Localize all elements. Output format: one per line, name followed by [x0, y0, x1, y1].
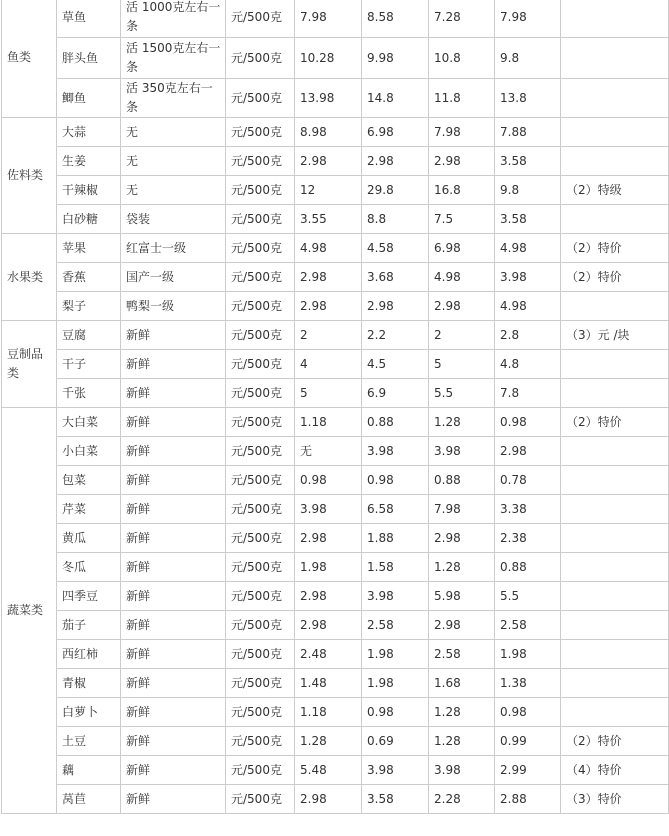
item-spec: 新鲜: [121, 437, 226, 466]
item-spec: 新鲜: [121, 727, 226, 756]
price-4: 1.38: [495, 669, 561, 698]
item-spec: 国产一级: [121, 263, 226, 292]
item-name: 梨子: [57, 292, 121, 321]
price-2: 1.58: [362, 553, 429, 582]
price-2: 6.58: [362, 495, 429, 524]
price-note: （4）特价: [561, 756, 669, 785]
price-1: 2.98: [295, 263, 362, 292]
price-3: 3.98: [429, 437, 495, 466]
price-2: 29.8: [362, 176, 429, 205]
item-name: 千张: [57, 379, 121, 408]
price-1: 2.98: [295, 611, 362, 640]
price-unit: 元/500克: [226, 176, 295, 205]
item-name: 苹果: [57, 234, 121, 263]
price-4: 13.8: [495, 79, 561, 118]
price-4: 0.99: [495, 727, 561, 756]
price-3: 2.28: [429, 785, 495, 814]
price-4: 5.5: [495, 582, 561, 611]
item-spec: 新鲜: [121, 321, 226, 350]
table-row: [2, 756, 669, 785]
table-row: [2, 611, 669, 640]
table-row: [2, 321, 669, 350]
price-unit: 元/500克: [226, 640, 295, 669]
price-4: 3.98: [495, 263, 561, 292]
price-3: 2: [429, 321, 495, 350]
price-2: 8.8: [362, 205, 429, 234]
table-row: [2, 350, 669, 379]
price-1: 7.98: [295, 0, 362, 38]
price-unit: 元/500克: [226, 582, 295, 611]
item-name: 大蒜: [57, 118, 121, 147]
price-2: 1.88: [362, 524, 429, 553]
item-spec: 新鲜: [121, 524, 226, 553]
price-unit: 元/500克: [226, 79, 295, 118]
item-spec: 新鲜: [121, 582, 226, 611]
price-2: 3.68: [362, 263, 429, 292]
item-spec: 新鲜: [121, 756, 226, 785]
item-name: 小白菜: [57, 437, 121, 466]
item-name: 四季豆: [57, 582, 121, 611]
price-unit: 元/500克: [226, 437, 295, 466]
item-name: 冬瓜: [57, 553, 121, 582]
item-name: 黄瓜: [57, 524, 121, 553]
price-2: 0.88: [362, 408, 429, 437]
table-row: [2, 379, 669, 408]
price-note: [561, 698, 669, 727]
item-spec: 无: [121, 118, 226, 147]
item-name: 西红柿: [57, 640, 121, 669]
item-spec: 鸭梨一级: [121, 292, 226, 321]
price-1: 2.98: [295, 582, 362, 611]
price-3: 1.68: [429, 669, 495, 698]
price-note: （2）特级: [561, 176, 669, 205]
price-2: 2.98: [362, 147, 429, 176]
price-unit: 元/500克: [226, 205, 295, 234]
item-name: 茄子: [57, 611, 121, 640]
price-unit: 元/500克: [226, 234, 295, 263]
price-4: 3.38: [495, 495, 561, 524]
item-name: 鲫鱼: [57, 79, 121, 118]
price-2: 1.98: [362, 640, 429, 669]
price-3: 10.8: [429, 38, 495, 79]
price-2: 9.98: [362, 38, 429, 79]
price-unit: 元/500克: [226, 611, 295, 640]
price-3: 2.98: [429, 611, 495, 640]
price-3: 2.98: [429, 524, 495, 553]
price-note: [561, 350, 669, 379]
price-3: 1.28: [429, 698, 495, 727]
price-2: 3.98: [362, 437, 429, 466]
item-spec: 新鲜: [121, 495, 226, 524]
price-1: 1.18: [295, 698, 362, 727]
price-1: 4.98: [295, 234, 362, 263]
item-name: 大白菜: [57, 408, 121, 437]
price-unit: 元/500克: [226, 38, 295, 79]
price-note: [561, 495, 669, 524]
price-2: 3.98: [362, 582, 429, 611]
item-spec: 新鲜: [121, 698, 226, 727]
price-unit: 元/500克: [226, 669, 295, 698]
item-spec: 新鲜: [121, 640, 226, 669]
price-4: 2.38: [495, 524, 561, 553]
price-unit: 元/500克: [226, 379, 295, 408]
price-4: 2.88: [495, 785, 561, 814]
price-note: [561, 205, 669, 234]
price-1: 2.98: [295, 785, 362, 814]
item-spec: 新鲜: [121, 379, 226, 408]
category-cell: 水果类: [2, 234, 57, 321]
price-4: 0.78: [495, 466, 561, 495]
price-4: 2.99: [495, 756, 561, 785]
item-spec: 活 350克左右一条: [121, 79, 226, 118]
price-note: （2）特价: [561, 727, 669, 756]
price-4: 2.8: [495, 321, 561, 350]
item-spec: 新鲜: [121, 408, 226, 437]
price-unit: 元/500克: [226, 553, 295, 582]
price-1: 1.18: [295, 408, 362, 437]
price-unit: 元/500克: [226, 785, 295, 814]
price-2: 14.8: [362, 79, 429, 118]
table-row: [2, 234, 669, 263]
item-name: 干子: [57, 350, 121, 379]
price-unit: 元/500克: [226, 495, 295, 524]
price-3: 7.98: [429, 118, 495, 147]
table-row: [2, 176, 669, 205]
table-row: [2, 727, 669, 756]
price-3: 2.98: [429, 147, 495, 176]
price-4: 7.8: [495, 379, 561, 408]
price-4: 2.98: [495, 437, 561, 466]
price-4: 4.98: [495, 234, 561, 263]
price-4: 7.88: [495, 118, 561, 147]
table-row: [2, 79, 669, 118]
price-3: 1.28: [429, 408, 495, 437]
table-row: [2, 524, 669, 553]
item-spec: 新鲜: [121, 350, 226, 379]
price-1: 2.98: [295, 524, 362, 553]
item-spec: 袋装: [121, 205, 226, 234]
item-name: 豆腐: [57, 321, 121, 350]
price-1: 2: [295, 321, 362, 350]
price-2: 8.58: [362, 0, 429, 38]
price-unit: 元/500克: [226, 698, 295, 727]
item-name: 包菜: [57, 466, 121, 495]
price-unit: 元/500克: [226, 408, 295, 437]
item-name: 胖头鱼: [57, 38, 121, 79]
price-note: [561, 669, 669, 698]
table-row: [2, 640, 669, 669]
table-row: [2, 466, 669, 495]
item-name: 青椒: [57, 669, 121, 698]
price-2: 0.69: [362, 727, 429, 756]
item-spec: 无: [121, 176, 226, 205]
price-1: 8.98: [295, 118, 362, 147]
price-note: [561, 611, 669, 640]
price-note: [561, 118, 669, 147]
price-1: 无: [295, 437, 362, 466]
price-2: 4.58: [362, 234, 429, 263]
item-spec: 红富士一级: [121, 234, 226, 263]
price-3: 4.98: [429, 263, 495, 292]
price-3: 5.98: [429, 582, 495, 611]
table-row: [2, 437, 669, 466]
price-1: 1.98: [295, 553, 362, 582]
price-2: 4.5: [362, 350, 429, 379]
price-table: [1, 0, 669, 814]
price-3: 2.98: [429, 292, 495, 321]
price-3: 7.5: [429, 205, 495, 234]
price-note: [561, 292, 669, 321]
price-2: 0.98: [362, 698, 429, 727]
price-unit: 元/500克: [226, 727, 295, 756]
table-row: [2, 205, 669, 234]
item-spec: 活 1000克左右一条: [121, 0, 226, 38]
price-unit: 元/500克: [226, 321, 295, 350]
category-cell: 豆制品类: [2, 321, 57, 408]
item-name: 白砂糖: [57, 205, 121, 234]
price-1: 1.28: [295, 727, 362, 756]
category-cell: 鱼类: [2, 0, 57, 118]
price-4: 9.8: [495, 176, 561, 205]
price-note: [561, 147, 669, 176]
price-1: 5.48: [295, 756, 362, 785]
price-3: 5: [429, 350, 495, 379]
price-note: [561, 0, 669, 38]
table-row: [2, 408, 669, 437]
item-name: 香蕉: [57, 263, 121, 292]
table-row: [2, 698, 669, 727]
item-name: 藕: [57, 756, 121, 785]
price-4: 0.98: [495, 408, 561, 437]
table-row: [2, 118, 669, 147]
item-spec: 无: [121, 147, 226, 176]
item-spec: 新鲜: [121, 669, 226, 698]
price-1: 5: [295, 379, 362, 408]
price-4: 4.98: [495, 292, 561, 321]
price-note: [561, 38, 669, 79]
price-note: （3）特价: [561, 785, 669, 814]
price-note: （2）特价: [561, 234, 669, 263]
price-4: 0.88: [495, 553, 561, 582]
price-4: 3.58: [495, 147, 561, 176]
price-note: [561, 582, 669, 611]
price-4: 2.58: [495, 611, 561, 640]
item-name: 莴苣: [57, 785, 121, 814]
table-row: [2, 292, 669, 321]
price-3: 1.28: [429, 553, 495, 582]
item-name: 白萝卜: [57, 698, 121, 727]
price-note: [561, 524, 669, 553]
table-row: [2, 0, 669, 38]
table-row: [2, 38, 669, 79]
price-1: 3.98: [295, 495, 362, 524]
price-4: 7.98: [495, 0, 561, 38]
price-note: [561, 437, 669, 466]
item-spec: 活 1500克左右一条: [121, 38, 226, 79]
table-row: [2, 147, 669, 176]
price-4: 1.98: [495, 640, 561, 669]
price-unit: 元/500克: [226, 524, 295, 553]
price-3: 2.58: [429, 640, 495, 669]
price-4: 4.8: [495, 350, 561, 379]
item-name: 草鱼: [57, 0, 121, 38]
price-note: （2）特价: [561, 263, 669, 292]
item-spec: 新鲜: [121, 785, 226, 814]
price-unit: 元/500克: [226, 147, 295, 176]
table-row: [2, 553, 669, 582]
price-3: 0.88: [429, 466, 495, 495]
price-1: 2.98: [295, 147, 362, 176]
price-unit: 元/500克: [226, 0, 295, 38]
item-spec: 新鲜: [121, 466, 226, 495]
table-row: [2, 785, 669, 814]
price-1: 10.28: [295, 38, 362, 79]
item-name: 芹菜: [57, 495, 121, 524]
price-3: 7.28: [429, 0, 495, 38]
price-2: 2.2: [362, 321, 429, 350]
price-3: 7.98: [429, 495, 495, 524]
price-2: 3.58: [362, 785, 429, 814]
price-note: [561, 379, 669, 408]
price-2: 0.98: [362, 466, 429, 495]
price-3: 6.98: [429, 234, 495, 263]
price-unit: 元/500克: [226, 292, 295, 321]
price-1: 2.98: [295, 292, 362, 321]
price-2: 6.9: [362, 379, 429, 408]
table-row: [2, 669, 669, 698]
price-note: [561, 553, 669, 582]
price-note: [561, 466, 669, 495]
price-1: 2.48: [295, 640, 362, 669]
price-1: 13.98: [295, 79, 362, 118]
price-2: 1.98: [362, 669, 429, 698]
item-spec: 新鲜: [121, 611, 226, 640]
category-cell: 蔬菜类: [2, 408, 57, 814]
price-2: 6.98: [362, 118, 429, 147]
price-1: 0.98: [295, 466, 362, 495]
price-3: 11.8: [429, 79, 495, 118]
table-row: [2, 263, 669, 292]
price-2: 3.98: [362, 756, 429, 785]
category-cell: 佐料类: [2, 118, 57, 234]
price-4: 9.8: [495, 38, 561, 79]
table-body: [2, 0, 669, 814]
price-3: 3.98: [429, 756, 495, 785]
table-row: [2, 582, 669, 611]
price-3: 16.8: [429, 176, 495, 205]
price-1: 3.55: [295, 205, 362, 234]
item-name: 干辣椒: [57, 176, 121, 205]
price-unit: 元/500克: [226, 118, 295, 147]
price-1: 4: [295, 350, 362, 379]
price-note: [561, 79, 669, 118]
item-spec: 新鲜: [121, 553, 226, 582]
price-unit: 元/500克: [226, 756, 295, 785]
price-1: 12: [295, 176, 362, 205]
price-note: [561, 640, 669, 669]
price-2: 2.98: [362, 292, 429, 321]
price-4: 0.98: [495, 698, 561, 727]
table-row: [2, 495, 669, 524]
price-3: 5.5: [429, 379, 495, 408]
price-unit: 元/500克: [226, 263, 295, 292]
price-unit: 元/500克: [226, 350, 295, 379]
price-note: （2）特价: [561, 408, 669, 437]
item-name: 土豆: [57, 727, 121, 756]
price-unit: 元/500克: [226, 466, 295, 495]
item-name: 生姜: [57, 147, 121, 176]
price-2: 2.58: [362, 611, 429, 640]
price-4: 3.58: [495, 205, 561, 234]
price-1: 1.48: [295, 669, 362, 698]
price-note: （3）元 /块: [561, 321, 669, 350]
price-3: 1.28: [429, 727, 495, 756]
